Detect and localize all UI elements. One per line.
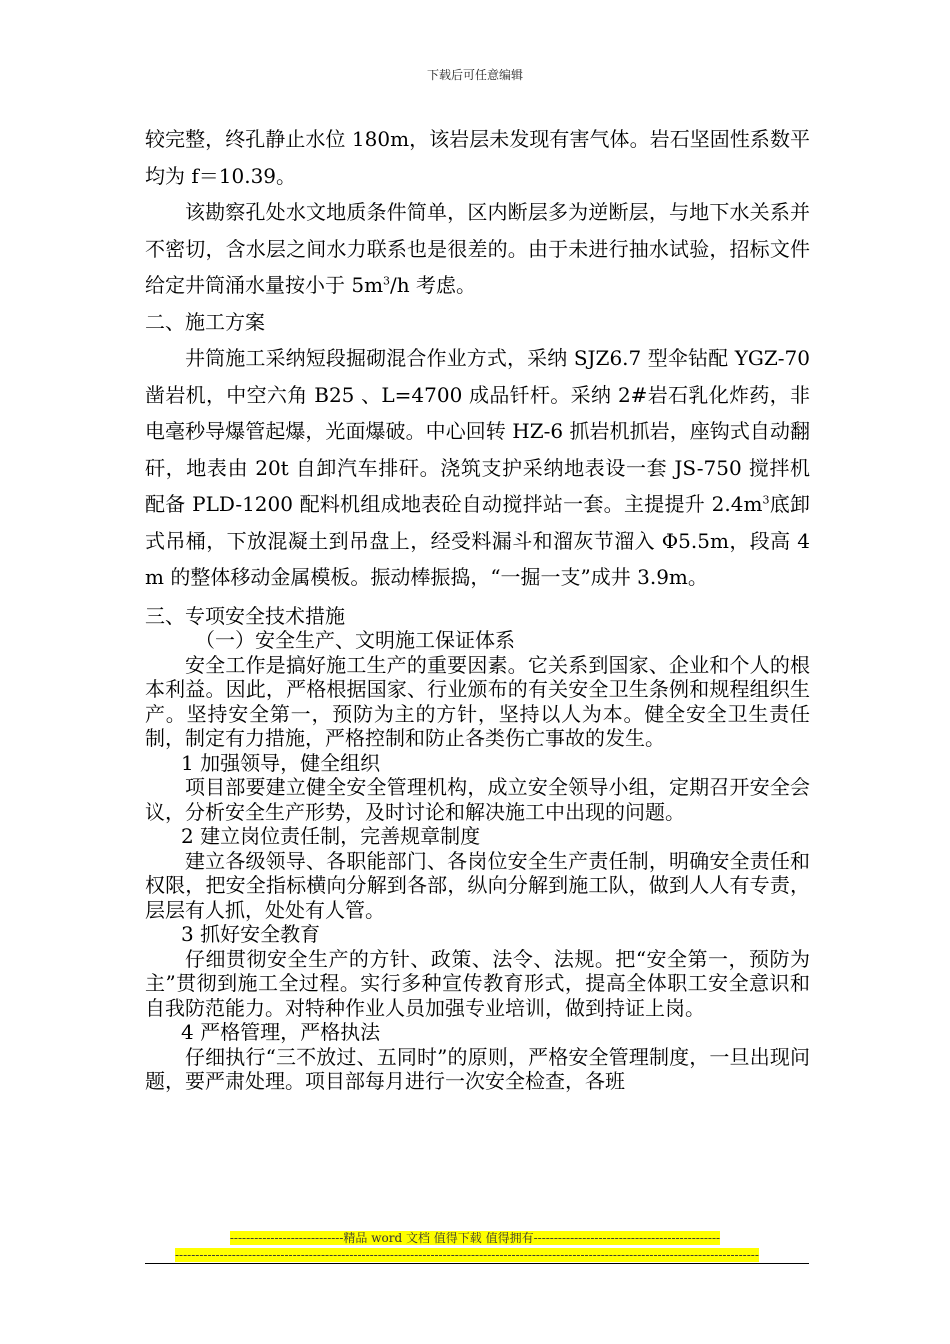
plan-text-b: 底卸式吊桶，下放混凝土到吊盘上，经受料漏斗和溜灰节溜入 Φ5.5m，段高 4 m 的整体移动金属模板。振动棒振捣，“一掘一支”成井 3.9m。 (145, 492, 810, 589)
paragraph-rock-stability: 较完整，终孔静止水位 180m，该岩层未发现有害气体。岩石坚固性系数平均为 f＝10.39。 (145, 127, 810, 188)
page-header: 下载后可任意编辑 (426, 68, 523, 82)
hydro-superscript: 3 (383, 274, 391, 288)
item-title-1: 1 加强领导，健全组织 (181, 750, 381, 775)
plan-text-a: 井筒施工采纳短段掘砌混合作业方式，采纳 SJZ6.7 型伞钻配 YGZ-70 凿岩机，中空六角 B25 、L=4700 成品钎杆。采纳 2#岩石乳化炸药，非电毫秒导爆管起爆，光面爆破。中心回转 HZ-6 抓岩机抓岩，座钩式自动翻矸，地表由 20t 自卸汽车排矸。浇筑支护采纳地表设一套 JS-750 搅拌机配备 PLD-1200 配料机组成地表砼自动搅拌站一套。主提提升 2.4m (145, 346, 810, 516)
paragraph-safety-intro: 安全工作是搞好施工生产的重要因素。它关系到国家、企业和个人的根本利益。因此，严格根据国家、行业颁布的有关安全卫生条例和规程组织生产。坚持安全第一，预防为主的方针，坚持以人为本。健全安全卫生责任制，制定有力措施，严格控制和防止各类伤亡事故的发生。 (145, 652, 810, 750)
hydro-text-b: /h 考虑。 (390, 273, 477, 297)
document-body (145, 121, 810, 1094)
hydro-text-a: 该勘察孔处水文地质条件简单，区内断层多为逆断层，与地下水关系并不密切，含水层之间水力联系也是很差的。由于未进行抽水试验，招标文件给定井筒涌水量按小于 5m (145, 200, 810, 297)
item-title-2: 2 建立岗位责任制，完善规章制度 (181, 824, 481, 848)
item-body-1: 项目部要建立健全安全管理机构，成立安全领导小组，定期召开安全会议，分析安全生产形势，及时讨论和解决施工中出现的问题。 (145, 775, 810, 824)
section-heading-construction-plan: 二、施工方案 (145, 309, 265, 334)
footer-banner-text: ----------------------------精品 word 文档 值得下载 值得拥有---------------------------------------------- (229, 1231, 721, 1245)
item-body-3: 仔细贯彻安全生产的方针、政策、法令、法规。把“安全第一，预防为主”贯彻到施工全过程。实行多种宣传教育形式，提高全体职工安全意识和自我防范能力。对特种作业人员加强专业培训，做到持证上岗。 (145, 946, 810, 1020)
item-body-2: 建立各级领导、各职能部门、各岗位安全生产责任制，明确安全责任和权限，把安全指标横向分解到各部，纵向分解到施工队，做到人人有专责，层层有人抓，处处有人管。 (145, 848, 810, 922)
plan-superscript: 3 (762, 493, 770, 507)
footer-dash-line (175, 1248, 775, 1262)
footer-banner (0, 1229, 950, 1246)
item-title-3: 3 抓好安全教育 (181, 922, 321, 946)
section-heading-safety-measures: 三、专项安全技术措施 (145, 603, 345, 628)
subsection-heading-safety-system: （一）安全生产、文明施工保证体系 (195, 628, 515, 652)
item-body-4: 仔细执行“三不放过、五同时”的原则，严格安全管理制度，一旦出现问题，要严肃处理。项目部每月进行一次安全检查，各班 (145, 1044, 810, 1093)
item-title-4: 4 严格管理，严格执法 (181, 1020, 381, 1044)
footer-dash-text: ------------------------------------------------------------------------------------------------------------------------------------------------ (175, 1248, 759, 1262)
paragraph-construction-plan (145, 340, 810, 596)
footer-rule (145, 1263, 809, 1264)
paragraph-hydrogeology (145, 194, 810, 304)
